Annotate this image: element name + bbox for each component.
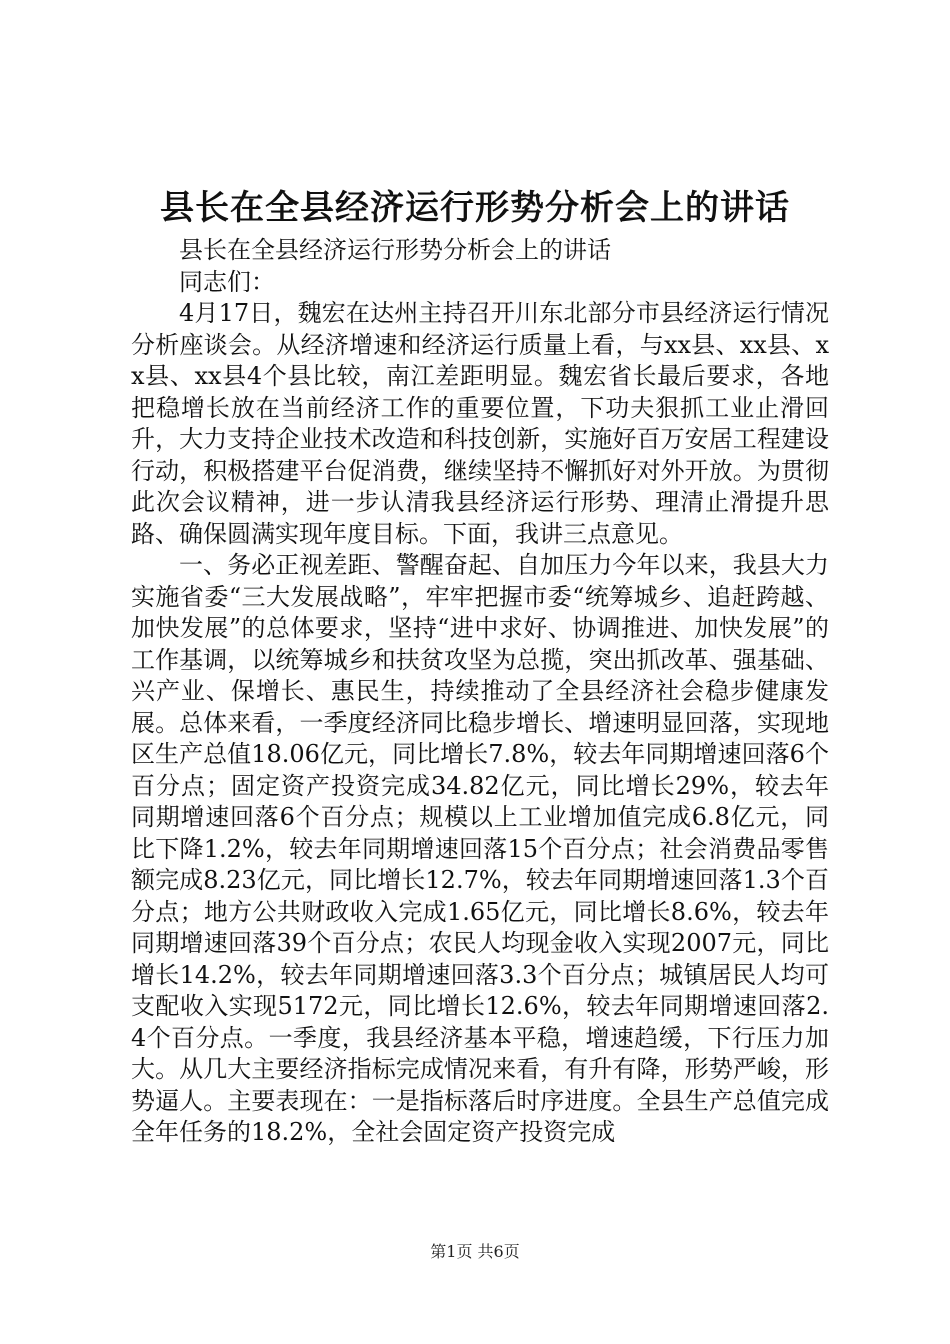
document-title: 县长在全县经济运行形势分析会上的讲话 — [160, 188, 790, 228]
body-paragraph: 一、务必正视差距、警醒奋起、自加压力今年以来，我县大力实施省委“三大发展战略”，牢牢把握市委“统筹城乡、追赶跨越、加快发展”的总体要求，坚持“进中求好、协调推进、加快发展”的工作基调，以统筹城乡和扶贫攻坚为总揽，突出抓改革、强基础、兴产业、保增长、惠民生，持续推动了全县经济社会稳步健康发展。总体来看，一季度经济同比稳步增长、增速明显回落，实现地区生产总值18.06亿元，同比增长7.8%，较去年同期增速回落6个百分点；固定资产投资完成34.82亿元，同比增长29%，较去年同期增速回落6个百分点；规模以上工业增加值完成6.8亿元，同比下降1.2%，较去年同期增速回落15个百分点；社会消费品零售额完成8.23亿元，同比增长12.7%，较去年同期增速回落1.3个百分点；地方公共财政收入完成1.65亿元，同比增长8.6%，较去年同期增速回落39个百分点；农民人均现金收入实现2007元，同比增长14.2%，较去年同期增速回落3.3个百分点；城镇居民人均可支配收入实现5172元，同比增长12.6%，较去年同期增速回落2.4个百分点。一季度，我县经济基本平稳，增速趋缓，下行压力加大。从几大主要经济指标完成情况来看，有升有降，形势严峻，形势逼人。主要表现在：一是指标落后时序进度。全县生产总值完成全年任务的18.2%，全社会固定资产投资完成 — [131, 551, 829, 1146]
body-paragraph-subtitle: 县长在全县经济运行形势分析会上的讲话 — [179, 236, 611, 264]
page-number-footer: 第1页 共6页 — [430, 1242, 520, 1261]
document-body — [131, 235, 829, 1149]
body-paragraph-salutation: 同志们： — [179, 267, 275, 296]
body-paragraph: 4月17日，魏宏在达州主持召开川东北部分市县经济运行情况分析座谈会。从经济增速和经济运行质量上看，与xx县、xx县、xx县、xx县4个县比较，南江差距明显。魏宏省长最后要求，各地把稳增长放在当前经济工作的重要位置，下功夫狠抓工业止滑回升，大力支持企业技术改造和科技创新，实施好百万安居工程建设行动，积极搭建平台促消费，继续坚持不懈抓好对外开放。为贯彻此次会议精神，进一步认清我县经济运行形势、理清止滑提升思路、确保圆满实现年度目标。下面，我讲三点意见。 — [131, 299, 829, 548]
